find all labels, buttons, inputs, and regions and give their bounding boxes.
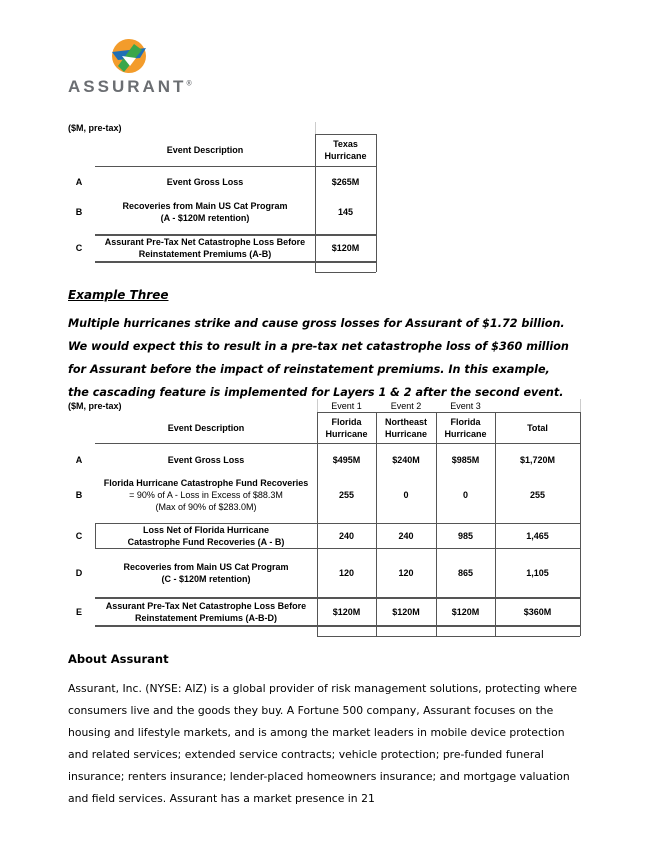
unit-label: ($M, pre-tax) [68, 401, 122, 411]
row-value: 1,465 [526, 531, 549, 541]
row-letter: D [75, 568, 83, 578]
row-value: 240 [398, 531, 414, 541]
row-desc: Event Gross Loss [167, 455, 245, 465]
row-desc: Event Gross Loss [166, 177, 244, 187]
row-value: 255 [338, 490, 355, 500]
header-event-description: Event Description [166, 145, 244, 155]
header-col: Florida Hurricane [325, 416, 368, 439]
assurant-logo-icon [100, 36, 158, 76]
example-title: Example Three [68, 288, 169, 302]
row-letter: B [75, 490, 83, 500]
row-value: 145 [337, 207, 354, 217]
row-value: $120M [331, 243, 360, 253]
row-desc: Florida Hurricane Catastrophe Fund Recoveries = 90% of A - Loss in Excess of $88.3M (Max of 90% of $283.0M) [103, 478, 309, 512]
row-value: $360M [523, 606, 552, 617]
row-value: 1,105 [526, 568, 549, 578]
row-value: $1,720M [519, 455, 556, 465]
header-texas-hurricane: Texas Hurricane [324, 139, 367, 161]
row-value: 120 [398, 568, 414, 578]
row-value: $265M [331, 177, 360, 187]
row-letter: A [75, 455, 83, 465]
event-label: Event 2 [390, 400, 422, 411]
row-desc: Recoveries from Main US Cat Program (C - $120M retention) [123, 562, 289, 584]
event-label: Event 1 [331, 400, 362, 411]
row-value: $120M [451, 606, 480, 617]
row-value: 985 [457, 531, 474, 541]
example-paragraph: Multiple hurricanes strike and cause gross losses for Assurant of $1.72 billion. We would expect this to result in a pre-tax net catastrophe loss of $360 million for Assurant before the impact of reinstatement premiums. In this example, the cascading feature is implemented for Layers 1 & 2 after the second event. [68, 317, 569, 399]
row-value: 0 [462, 490, 468, 500]
row-desc: Assurant Pre-Tax Net Catastrophe Loss Before Reinstatement Premiums (A-B) [104, 237, 306, 259]
header-col: Northeast Hurricane [384, 416, 428, 439]
row-value: $120M [392, 606, 420, 617]
assurant-logo-text: ASSURANT® [68, 77, 192, 96]
row-desc: Assurant Pre-Tax Net Catastrophe Loss Before Reinstatement Premiums (A-B-D) [105, 600, 307, 623]
row-value: 240 [338, 531, 355, 541]
row-letter: C [75, 243, 83, 253]
row-value: 120 [338, 568, 355, 578]
header-total: Total [527, 422, 548, 433]
row-value: $985M [451, 455, 480, 465]
row-value: 255 [529, 490, 546, 500]
about-title: About Assurant [68, 652, 169, 666]
row-letter: A [75, 177, 83, 187]
row-letter: C [75, 531, 83, 541]
row-value: 865 [457, 568, 474, 578]
row-letter: B [75, 207, 83, 217]
header-col: Florida Hurricane [444, 416, 487, 439]
unit-label: ($M, pre-tax) [68, 123, 122, 133]
row-desc: Loss Net of Florida Hurricane Catastrophe Fund Recoveries (A - B) [127, 525, 285, 547]
about-paragraph: Assurant, Inc. (NYSE: AIZ) is a global provider of risk management solutions, protecting where consumers live and the goods they buy. A Fortune 500 company, Assurant focuses on the housing and lifestyle markets, and is among the market leaders in mobile device protection and related services; extended service contracts; vehicle protection; pre-funded funeral insurance; renters insurance; lender-placed homeowners insurance; and mortgage valuation and field services. Assurant has a market presence in 21 [68, 682, 578, 805]
row-desc: Recoveries from Main US Cat Program (A - $120M retention) [122, 201, 288, 223]
header-event-description: Event Description [167, 422, 245, 433]
row-letter: E [75, 606, 82, 617]
row-value: $120M [332, 606, 361, 617]
row-value: $495M [332, 455, 361, 465]
row-value: 0 [403, 490, 409, 500]
event-label: Event 3 [450, 400, 481, 411]
row-value: $240M [392, 455, 420, 465]
